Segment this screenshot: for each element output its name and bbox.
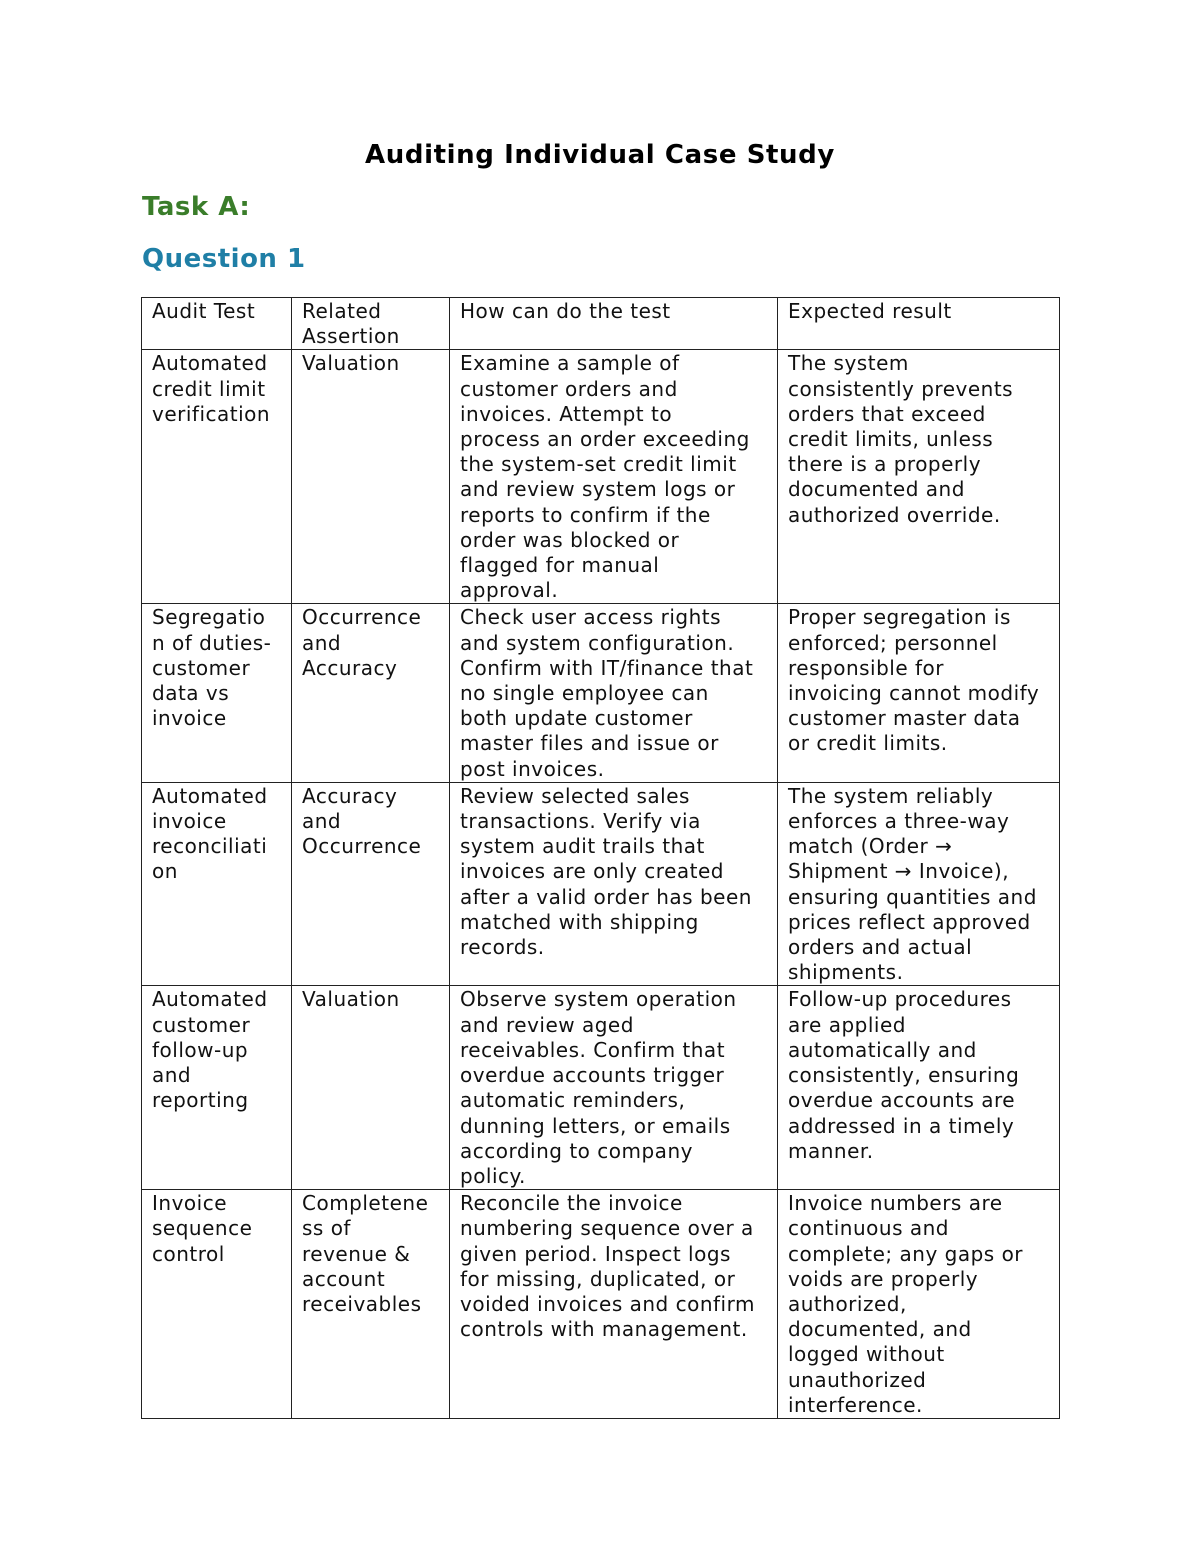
cell-how-to-test: Check user access rights and system configuration. Confirm with IT/finance that no single employee can both update customer master files and issue or post invoices.: [450, 604, 778, 782]
cell-audit-test: Segregatio n of duties- customer data vs invoice: [142, 604, 292, 782]
cell-expected-result: The system consistently prevents orders that exceed credit limits, unless there is a properly documented and authorized override.: [778, 350, 1060, 604]
header-how-to-test: How can do the test: [450, 298, 778, 350]
table-row: [142, 782, 1060, 986]
cell-related-assertion: Valuation: [292, 986, 450, 1190]
cell-related-assertion: Completene ss of revenue & account receivables: [292, 1190, 450, 1419]
question-heading: Question 1: [142, 244, 306, 274]
cell-related-assertion: Valuation: [292, 350, 450, 604]
header-related-assertion: Related Assertion: [292, 298, 450, 350]
table-row: [142, 986, 1060, 1190]
cell-expected-result: Follow-up procedures are applied automatically and consistently, ensuring overdue accounts are addressed in a timely manner.: [778, 986, 1060, 1190]
table-row: [142, 350, 1060, 604]
table-row: [142, 1190, 1060, 1419]
task-heading: Task A:: [142, 192, 251, 222]
table-row: [142, 604, 1060, 782]
cell-how-to-test: Reconcile the invoice numbering sequence over a given period. Inspect logs for missing, duplicated, or voided invoices and confirm controls with management.: [450, 1190, 778, 1419]
cell-expected-result: The system reliably enforces a three-way match (Order → Shipment → Invoice), ensuring quantities and prices reflect approved orders and actual shipments.: [778, 782, 1060, 986]
audit-test-table: [141, 297, 1060, 1419]
cell-related-assertion: Occurrence and Accuracy: [292, 604, 450, 782]
document-title: Auditing Individual Case Study: [365, 140, 835, 170]
header-expected-result: Expected result: [778, 298, 1060, 350]
header-audit-test: Audit Test: [142, 298, 292, 350]
cell-how-to-test: Review selected sales transactions. Verify via system audit trails that invoices are only created after a valid order has been matched with shipping records.: [450, 782, 778, 986]
cell-audit-test: Automated customer follow-up and reporting: [142, 986, 292, 1190]
cell-expected-result: Proper segregation is enforced; personnel responsible for invoicing cannot modify customer master data or credit limits.: [778, 604, 1060, 782]
cell-audit-test: Invoice sequence control: [142, 1190, 292, 1419]
cell-audit-test: Automated credit limit verification: [142, 350, 292, 604]
cell-how-to-test: Examine a sample of customer orders and invoices. Attempt to process an order exceeding the system-set credit limit and review system logs or reports to confirm if the order was blocked or flagged for manual approval.: [450, 350, 778, 604]
cell-expected-result: Invoice numbers are continuous and complete; any gaps or voids are properly authorized, documented, and logged without unauthorized interference.: [778, 1190, 1060, 1419]
table-header-row: [142, 298, 1060, 350]
cell-how-to-test: Observe system operation and review aged receivables. Confirm that overdue accounts trigger automatic reminders, dunning letters, or emails according to company policy.: [450, 986, 778, 1190]
cell-audit-test: Automated invoice reconciliati on: [142, 782, 292, 986]
cell-related-assertion: Accuracy and Occurrence: [292, 782, 450, 986]
